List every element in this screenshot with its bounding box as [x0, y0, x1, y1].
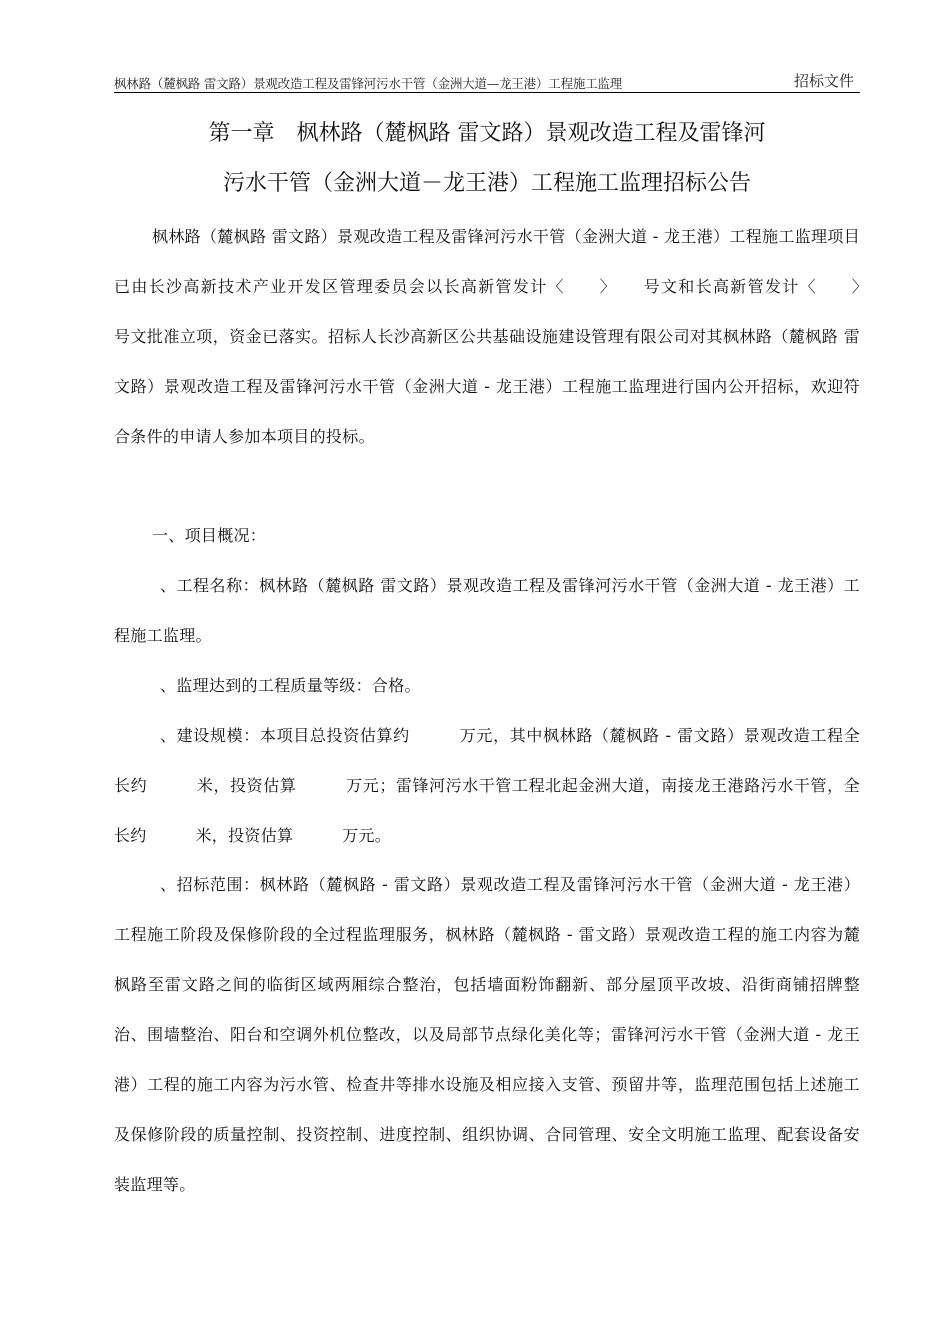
chapter-title-line-2: 污水干管（金洲大道－龙王港）工程施工监理招标公告 — [222, 171, 751, 196]
intro-paragraph: 枫林路（麓枫路 雷文路）景观改造工程及雷锋河污水干管（金洲大道 - 龙王港）工程施工监理项目已由长沙高新技术产业开发区管理委员会以长高新管发计〈 〉 号文和长高新管发计〈 〉 号文批准立项，资金已落实。招标人长沙高新区公共基础设施建设管理有限公司对其枫林路（麓枫路 雷文路）景观改造工程及雷锋河污水干管（金洲大道 - 龙王港）工程施工监理进行国内公开招标，欢迎符合条件的申请人参加本项目的投标。 — [114, 227, 893, 446]
header-document-type: 招标文件 — [793, 72, 854, 90]
item-project-name: 、工程名称：枫林路（麓枫路 雷文路）景观改造工程及雷锋河污水干管（金洲大道 - 龙王港）工程施工监理。 — [114, 576, 860, 645]
chapter-title-line-1: 第一章 枫林路（麓枫路 雷文路）景观改造工程及雷锋河 — [208, 121, 766, 146]
item-construction-scale: 、建设规模：本项目总投资估算约 万元，其中枫林路（麓枫路 - 雷文路）景观改造工程全长约 米，投资估算 万元；雷锋河污水干管工程北起金洲大道，南接龙王港路污水干管，全长约 米，投资估算 万元。 — [114, 726, 860, 845]
section-heading-project-overview: 一、项目概况： — [152, 526, 267, 545]
page-header — [114, 64, 860, 93]
item-tender-scope: 、招标范围：枫林路（麓枫路 - 雷文路）景观改造工程及雷锋河污水干管（金洲大道 - 龙王港）工程施工阶段及保修阶段的全过程监理服务，枫林路（麓枫路 - 雷文路）景观改造工程的施工内容为麓枫路至雷文路之间的临街区域两厢综合整治，包括墙面粉饰翻新、部分屋顶平改坡、沿街商铺招牌整治、围墙整治、阳台和空调外机位整改，以及局部节点绿化美化等；雷锋河污水干管（金洲大道 - 龙王港）工程的施工内容为污水管、检查井等排水设施及相应接入支管、预留井等，监理范围包括上述施工及保修阶段的质量控制、投资控制、进度控制、组织协调、合同管理、安全文明施工监理、配套设备安装监理等。 — [114, 875, 860, 1194]
item-quality-grade: 、监理达到的工程质量等级：合格。 — [160, 676, 421, 695]
header-document-title: 枫林路（麓枫路 雷文路）景观改造工程及雷锋河污水干管（金洲大道—龙王港）工程施工监理 — [114, 76, 623, 91]
